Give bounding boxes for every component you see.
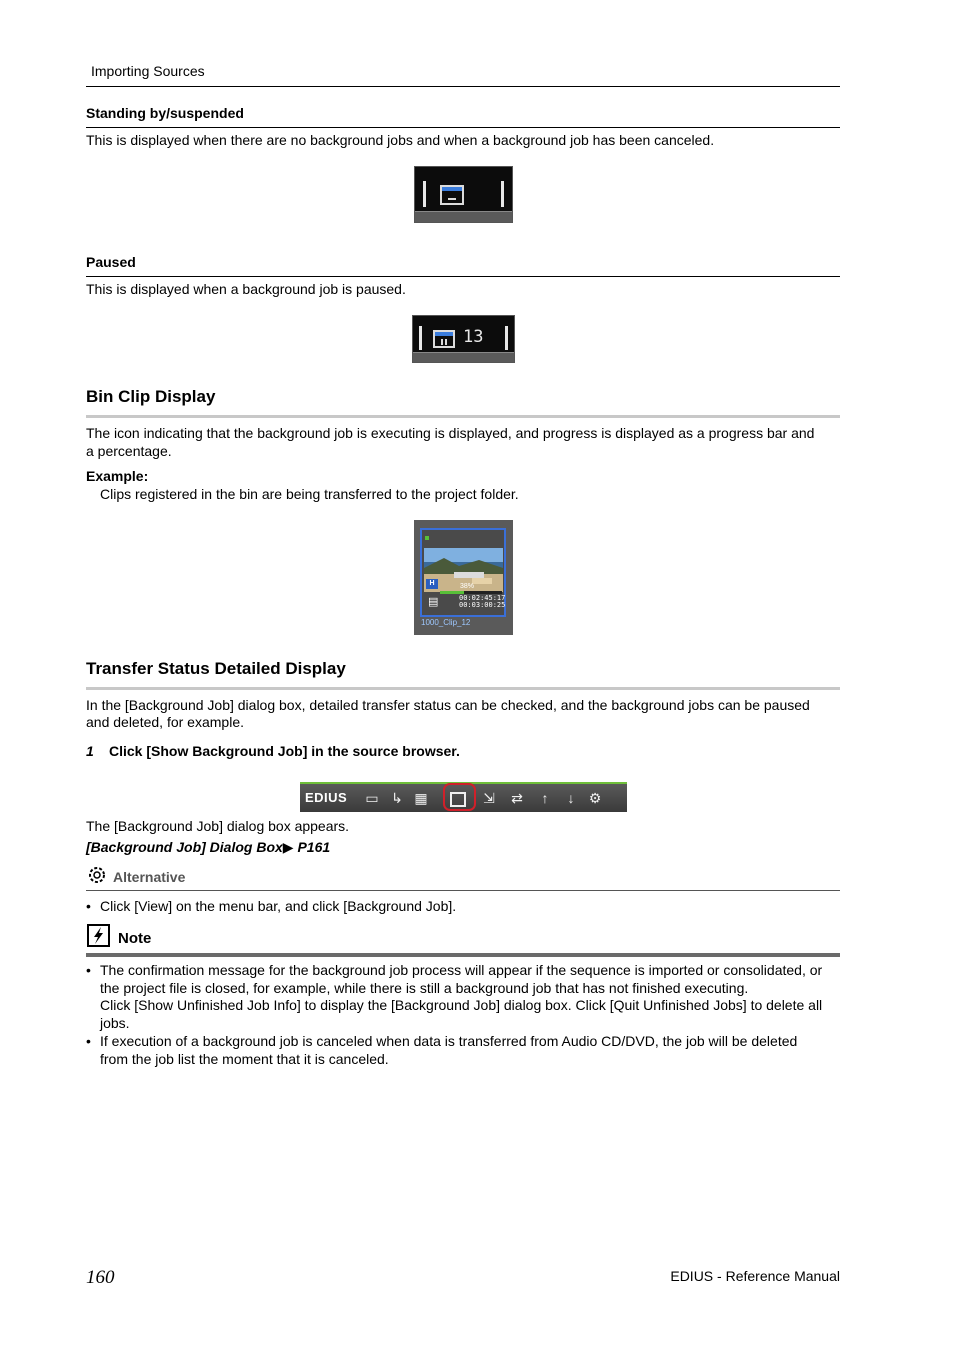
alternative-label: Alternative — [113, 869, 186, 885]
transfer-icon[interactable]: ⇄ — [511, 790, 523, 806]
reference-arrow-icon: ▶ — [282, 839, 294, 855]
add-to-timeline-icon[interactable]: ⇲ — [483, 790, 495, 806]
dialog-reference-page: P161 — [297, 839, 331, 855]
bullet-dot: • — [86, 898, 91, 914]
alternative-bullet-text: Click [View] on the menu bar, and click [Background Job]. — [100, 898, 457, 914]
status-bar-right-tick — [501, 181, 504, 207]
note-bullet-1 — [86, 962, 840, 1032]
settings-icon[interactable]: ⚙ — [588, 790, 602, 806]
transfer-heading: Transfer Status Detailed Display — [86, 659, 346, 678]
example-label: Example: — [86, 468, 149, 484]
transfer-rule — [86, 687, 840, 690]
bin-clip-rule — [86, 415, 840, 418]
up-folder-icon[interactable]: ↳ — [391, 790, 403, 806]
dialog-reference-title: [Background Job] Dialog Box — [86, 839, 283, 855]
note-rule — [86, 953, 840, 957]
alternative-bullet — [86, 898, 840, 916]
paused-heading: Paused — [86, 254, 136, 270]
standing-status-image — [414, 166, 513, 223]
bin-clip-thumbnail — [414, 520, 513, 635]
example-text: Clips registered in the bin are being transferred to the project folder. — [100, 486, 519, 502]
export-icon[interactable]: ↓ — [567, 790, 575, 806]
hd-badge: H — [426, 579, 438, 589]
standing-heading: Standing by/suspended — [86, 105, 244, 121]
paused-rule — [86, 276, 840, 277]
bullet-dot: • — [86, 962, 91, 978]
note-bullet-1-line4: jobs. — [100, 1014, 130, 1031]
background-job-paused-icon — [433, 330, 455, 348]
edius-logo: EDIUS — [305, 790, 348, 805]
dialog-reference[interactable] — [86, 839, 330, 857]
paused-text: This is displayed when a background job is paused. — [86, 281, 406, 297]
standing-text: This is displayed when there are no background jobs and when a background job has been canceled. — [86, 132, 715, 148]
clip-timecode-in: 00:02:45:17 — [459, 594, 506, 602]
note-bullet-2 — [86, 1033, 840, 1068]
bullet-dot: • — [86, 1033, 91, 1049]
clip-timecode-duration: 00:03:00:25 — [459, 601, 506, 609]
folder-icon[interactable]: ▭ — [365, 790, 379, 806]
import-icon[interactable]: ↑ — [541, 790, 549, 806]
alternative-rule — [86, 890, 840, 891]
clip-name: 1000_Clip_12 — [421, 618, 471, 627]
status-bar-left-tick — [419, 326, 422, 350]
status-bar-left-tick — [423, 181, 426, 207]
transfer-percent: 38% — [460, 583, 475, 590]
step-number: 1 — [86, 743, 94, 759]
note-bullet-1-line3: Click [Show Unfinished Job Info] to display the [Background Job] dialog box. Click [Quit Unfinished Jobs] to delete all — [100, 997, 823, 1013]
note-bullet-1-line1: The confirmation message for the background job process will appear if the sequence is imported or consolidated, or — [100, 962, 823, 978]
dialog-appears-text: The [Background Job] dialog box appears. — [86, 818, 350, 834]
bin-clip-text-line1: The icon indicating that the background job is executing is displayed, and progress is displayed as a progress bar and — [86, 425, 815, 441]
view-mode-icon[interactable]: ▦ — [414, 790, 428, 806]
step-text: Click [Show Background Job] in the source browser. — [109, 743, 460, 759]
header-rule — [86, 86, 840, 87]
background-job-icon — [440, 185, 464, 205]
clip-status-dot — [425, 536, 429, 540]
paused-status-image — [412, 315, 515, 363]
status-bar-base — [415, 211, 512, 222]
note-label: Note — [118, 930, 152, 947]
note-bullet-2-line1: If execution of a background job is canceled when data is transferred from Audio CD/DVD, the job will be deleted — [100, 1033, 798, 1049]
status-bar-right-tick — [505, 326, 508, 350]
running-header: Importing Sources — [91, 63, 205, 79]
status-bar-base — [413, 352, 514, 362]
note-bullet-1-line2: the project file is closed, for example, while there is still a background job that has not finished executing. — [100, 979, 749, 996]
transfer-text-line2: and deleted, for example. — [86, 714, 244, 730]
paused-job-count: 13 — [463, 327, 484, 347]
bin-clip-text-line2: a percentage. — [86, 443, 172, 459]
page-number: 160 — [86, 1267, 115, 1288]
highlight-ring — [443, 783, 476, 811]
bin-clip-heading: Bin Clip Display — [86, 387, 216, 406]
alternative-gear-icon — [87, 865, 107, 885]
note-icon — [87, 924, 110, 947]
transfer-text-line1: In the [Background Job] dialog box, detailed transfer status can be checked, and the background jobs can be paused — [86, 697, 810, 713]
manual-title: EDIUS - Reference Manual — [670, 1268, 840, 1284]
note-bullet-2-line2: from the job list the moment that it is canceled. — [100, 1050, 389, 1067]
standing-rule — [86, 127, 840, 128]
film-icon: ▤ — [428, 596, 439, 608]
